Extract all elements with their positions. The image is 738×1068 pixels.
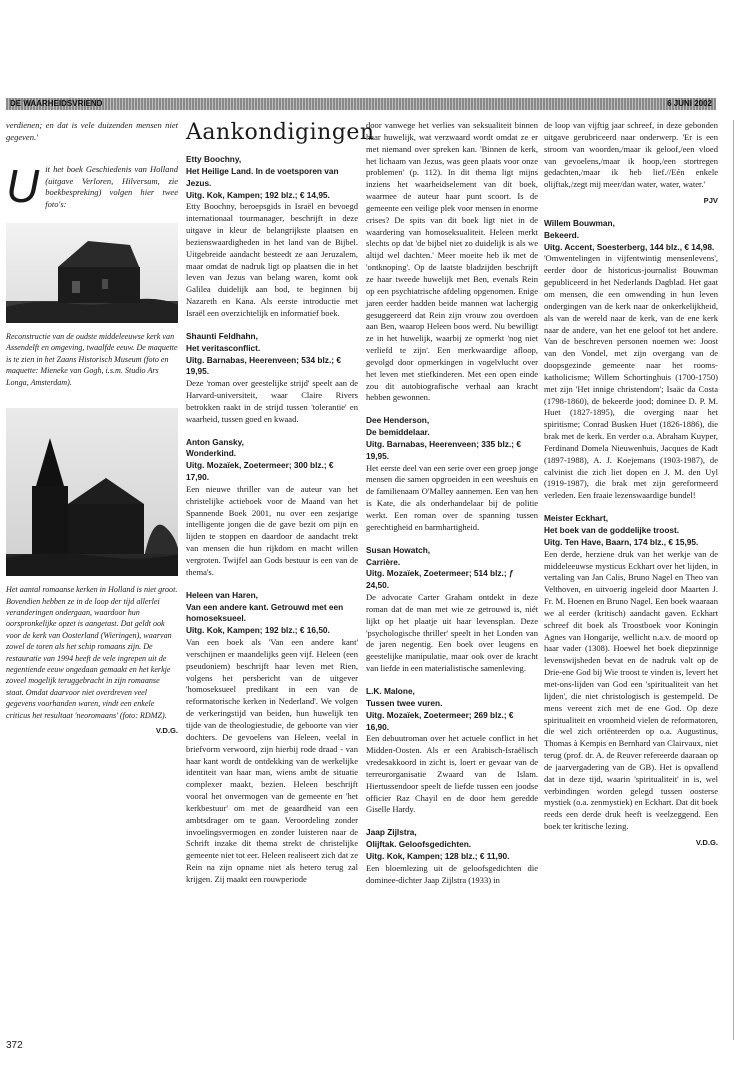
announcement-entry <box>186 437 358 579</box>
right-edge-rule <box>733 120 734 1040</box>
announcement-body: Deze 'roman over geestelijke strijd' speelt aan de Harvard-universiteit, waar Claire Rivers betrokken raakt in de strijd tussen 'tolerantie' en waarheid, tussen goed en kwaad. <box>186 378 358 424</box>
announcement-entry <box>186 331 358 426</box>
announcements-list-col4 <box>544 120 718 849</box>
announcement-entry <box>366 120 538 404</box>
announcement-heading: L.K. Malone, Tussen twee vuren. Uitg. Mozaïek, Zoetermeer; 269 blz.; € 16,90. <box>366 685 514 732</box>
announcement-body: Een bloemlezing uit de geloofsgedichten die dominee-dichter Jaap Zijlstra (1933) in <box>366 862 538 885</box>
column-4 <box>544 120 718 860</box>
announcement-heading: Meister Eckhart, Het boek van de goddelijke troost. Uitg. Ten Have, Baarn, 174 blz., € 15,95. <box>544 513 699 547</box>
column-1 <box>6 120 178 737</box>
announcement-body: 'Omwentelingen in vijfentwintig mensenlevens', eerder door de historicus-journalist Bouwman gepubliceerd in het Nederlands Dagblad. Het gaat om mensen, die een omwending in hun leven ondergingen van de kerk naar de onkerkelijkheid, als van de wereld naar de kerk, van de ene kerk naar de andere, van het ene geloof tot het andere. Van de beschreven personen noemen we: Joost van den Vondel, met zijn overgang van de doopsgezinde gemeente naar het rooms-katholicisme; Willem Schortinghuis (1700-1750) met zijn 'Het innige christendom'; Isaäc da Costa (1798-1860), de bekeerde jood; dominee D. P. M. Huet (1827-1895), die overging naar het spiritisme; Conrad Busken Huet (1826-1886), die brak met de kerk. En verder o.a. Abraham Kuyper, Ferdinand Domela Nieuwenhuis, Jacques de Kadt (1897-1988), A. J. Koejemans (1903-1987), de calvinist die zich liet dopen en J. M. den Uyl (1919-1987), die brak met zijn gereformeerd verleden. Een fraaie lezenswaardige bundel! <box>544 253 718 501</box>
running-header-band <box>6 98 716 110</box>
announcement-body: Het eerste deel van een serie over een groep jonge mensen die samen opgroeiden in een weeshuis en de familienaam O'Malley aannemen. Een van hen is Kate, die als onderhandelaar bij de politie werkt. Een roman over de spanning tussen gerechtigheid en barmhartigheid. <box>366 462 538 532</box>
announcements-list-col3 <box>366 120 538 886</box>
running-header-left: DE WAARHEIDSVRIEND <box>10 99 103 108</box>
announcements-list-col2 <box>186 154 358 886</box>
announcement-body: Een debuutroman over het actuele conflict in het Midden-Oosten. Als er een Arabisch-Israëlisch vredesakkoord in zicht is, loert er gevaar van de terreurorganisatie Zwaard van de Islam. Hiertussendoor speelt de liefde tussen een joodse officier Raz Chayil en de door hem geredde Giselle Hardy. <box>366 733 538 815</box>
announcement-heading: Etty Boochny, Het Heilige Land. In de voetsporen van Jezus. Uitg. Kok, Kampen; 192 blz.; € 14,95. <box>186 154 339 200</box>
announcement-entry <box>544 513 718 849</box>
running-header-right: 6 JUNI 2002 <box>667 99 712 108</box>
announcement-entry <box>366 686 538 816</box>
signature: PJV <box>703 196 718 206</box>
announcement-body: Een derde, herziene druk van het werkje van de middeleeuwse mysticus Eckhart over het lijden, in vertaling van Jan Calis, Bruno Nagel en Theo van Velthoven, en uitvoerig ingeleid door Maarten J. Fr. M. Hoenen en Bruno Nagel. Een boek waaraan we al eerder (kritisch) aandacht gaven. Eckhart schreef dit boek als Troostboek voor Koningin Agnes van Hongarije, wellicht n.a.v. de moord op haar vader (1308). Hoewel het boek diepzinnige levenswijsheden bevat en de nadruk valt op de Drie-ene God bij Wie troost te vinden is, levert het met-ons-lijden van God een 'spiritualiteit van het lijden', die niet christologisch is gestempeld. De mens vereent zich met de ene God. Op deze spiritualiteit en vroomheid vielen de reformatoren, die wel zich oriënteerden op o.a. Augustinus, Thomas à Kempis en Bernhard van Clairvaux, niet terug (prof. dr. A. de Reuver refereerde daaraan op de jaarvergadering van de GB). Het is opvallend dat in deze tijd, waarin 'spiritualiteit' in is, wel verbindingen worden gelegd tussen oostersе mystiek (o.a. zenmystiek) en Eckhart. Dat dit boek reeds een derde druk heeft is veelzeggend. Een boek ter kritische lezing. <box>544 548 718 832</box>
announcement-heading: Heleen van Haren, Van een andere kant. Getrouwd met een homoseksueel. Uitg. Kok, Kampen; 192 blz.; € 16,50. <box>186 589 344 636</box>
signature: V.D.G. <box>695 837 718 847</box>
caption-assendelft: Reconstructie van de oudste middeleeuwse kerk van Assendelft en omgeving, twaalfde eeuw. De maquette is te zien in het Zaans Historisch Museum (foto en maquette: Mieneke van Gogh, i.s.m. Studio Ars Longa, Amsterdam). <box>6 332 178 387</box>
announcement-heading: Shaunti Feldhahn, Het veritasconflict. Uitg. Barnabas, Heerenveen; 534 blz.; € 19,95. <box>186 330 341 377</box>
announcement-body: Etty Boochny, beroepsgids in Israël en bevoegd internationaal tourmanager, beschrijft in deze uitgave in kleur de belangrijkste plaatsen en bezienswaardigheden in het land van de Bijbel. Uitgebreide aandacht besteedt ze aan Jeruzalem, maar omdat de nadruk ligt op plaatsen die in het leven van Jezus van belang waren, komt ook Galilea duidelijk aan bod, te beginnen bij Nazareth en Kana. Als eerste introductie met Israël een overzichtelijk en informatief boek. <box>186 201 358 318</box>
announcement-entry <box>544 218 718 502</box>
announcement-heading: Willem Bouwman, Bekeerd. Uitg. Accent, Soesterberg, 144 blz., € 14,98. <box>544 217 715 252</box>
intro-paragraph <box>6 159 178 212</box>
intro-text: it het boek Geschiedenis van Holland (uitgave Verloren, Hilversum, zie boekbespreking) volgen hier twee foto's: <box>45 163 178 210</box>
announcement-heading: Jaap Zijlstra, Olijftak. Geloofsgedichten. Uitg. Kok, Kampen; 128 blz.; € 11,90. <box>366 827 510 861</box>
announcement-heading: Anton Gansky, Wonderkind. Uitg. Mozaïek, Zoetermeer; 300 blz.; € 17,90. <box>186 436 334 483</box>
announcement-body: de loop van vijftig jaar schreef, in deze gebonden uitgave gerubriceerd naar onderwerp. 'Er is een stroom van woorden,/maar ik geloof,/een vloed van gevoelens,/maar ik hoop,/een stortregen gedachten,/maar ik heb lief.//Eén enkele olijftak,/zegt mij meer/dan water, water, water.' <box>544 120 718 190</box>
announcement-body: door vanwege het verlies van seksualiteit binnen haar huwelijk, wat verzwaard wordt omdat ze er met niemand over spreken kan. 'Binnen de kerk, het lichaam van Jezus, was geen plaats voor onze problemen' (p. 112). In dit thema ligt mijns inziens het waarheidselement van dit boek, waarmee de auteur haar punt scoort. Is de gemeente een veilige plek voor mensen in enorme crises? De spits van dit boek ligt niet in de waardering van homoseksualiteit. Heleen merkt slechts op dat 'de bijbel niet zo duidelijk is als we altijd wel dachten.' Meer moeite heb ik met de 'ontknoping'. Op de laatste bladzijden beschrijft ze haar tweede huwelijk met Ben, evenals Rein op een psychiatrische afdeling opgenomen. Enige jaren eerder hadden beide mannen wat lachergig gesuggereerd dat Rein zijn vrouw zou overdoen aan Ben, waarop Heleen boos werd. Nu bewilligt ze in het huwelijk, waarbij ze opmerkt 'nog niet verliefd te zijn'. Een merkwaardige afloop, gevolgd door opmerkingen in vogelvlucht over het leven met stiefkinderen. Met een open einde zou dit autobiografische verhaal aan kracht hebben gewonnen. <box>366 120 538 403</box>
photo-assendelft-reconstruction <box>6 223 178 323</box>
announcement-entry <box>544 120 718 207</box>
announcement-heading: Susan Howatch, Carrière. Uitg. Mozaïek, Zoetermeer; 514 blz.; ƒ 24,50. <box>366 544 514 591</box>
top-fragment: verdienen; en dat is vele duizenden mensen niet gegeven.' <box>6 120 178 142</box>
signature-col1: V.D.G. <box>155 725 178 735</box>
announcement-entry <box>186 590 358 886</box>
page-number: 372 <box>6 1040 23 1051</box>
announcement-entry <box>186 154 358 320</box>
announcement-heading: Dee Henderson, De bemiddelaar. Uitg. Barnabas, Heerenveen; 335 blz.; € 19,95. <box>366 415 521 461</box>
drop-cap: U <box>6 159 40 212</box>
caption-oosterland: Het aantal romaanse kerken in Holland is niet groot. Bovendien hebben ze in de loop der tijd allerlei veranderingen ondergaan, waardoor hun oorspronkelijke opzet is aangetast. Dat geldt ook voor de kerk van Oosterland (Wieringen), waarvan zowel de toren als het schip romaans zijn. De restauratie van 1994 heeft de vele ingrepen uit de negentiende eeuw ongedaan gemaakt en het kerkje zoveel mogelijk teruggebracht in zijn romaanse staat. Omdat daarvoor niet overdreven veel gegevens voorhanden waren, vindt een enkele criticus het resultaat 'neoromaans' (foto: RDMZ). <box>6 585 178 720</box>
page-title: Aankondigingen <box>186 120 375 145</box>
photo-oosterland-church <box>6 408 178 576</box>
announcement-entry <box>366 827 538 886</box>
column-2 <box>186 120 375 897</box>
announcement-body: De advocate Carter Graham ontdekt in deze roman dat de man met wie ze getrouwd is, niét lijkt op het plaatje uit haar levensplan. Deze 'psychologische thriller' speelt in het Londen van de jaren negentig. Een boek over leugens en geestelijke manipulatie, maar ook over de kracht van liefde in een materialistische samenleving. <box>366 592 538 674</box>
announcement-body: Van een boek als 'Van een andere kant' verschijnen er maandelijks geen vijf. Heleen (een pseudoniem) beschrijft haar leven met Rien, volgens het persbericht van de uitgever 'homoseksueel predikant in een van de reformatorische kerken in Nederland'. We volgen de verkeringstijd van beiden, hun huwelijk ten tijde van de theologiestudie, de geboorte van vier dochters. De gevoelens van Heleen, veelal in briefvorm verwoord, zijn hierbij rode draad - van haar kant wordt de ontdekking van de werkelijke identiteit van haar man, wiens ambt de situatie complexer maakt, bezien. Heleen beschrijft vooral het onvermogen van de gemeente en 'het kerkbestuur' om met de geaardheid van een ambtsdrager om te gaan. Veroordeling zonder invoelingsvermogen en zonder luisteren naar de Schrift inzake dit thema strekt de christelijke gemeente niet tot eer. Heleen realiseert zich dat ze Rein na zijn opname niet als hetero terug zal krijgen. Zij maakt een rouwperiode <box>186 637 358 884</box>
announcement-entry <box>366 545 538 675</box>
announcement-body: Een nieuwe thriller van de auteur van het christelijke actieboek voor de Maand van het Spannende Boek 2001, nu over een zesjarige intelligente jongen die de gave bezit om pijn en lijden te stoppen en daardoor de aandacht trekt van mensen die hun rijkdom en macht willen vergroten. Twijfel aan Gods bestuur is een van de thema's. <box>186 483 358 577</box>
column-3 <box>366 120 538 897</box>
announcement-entry <box>366 415 538 533</box>
